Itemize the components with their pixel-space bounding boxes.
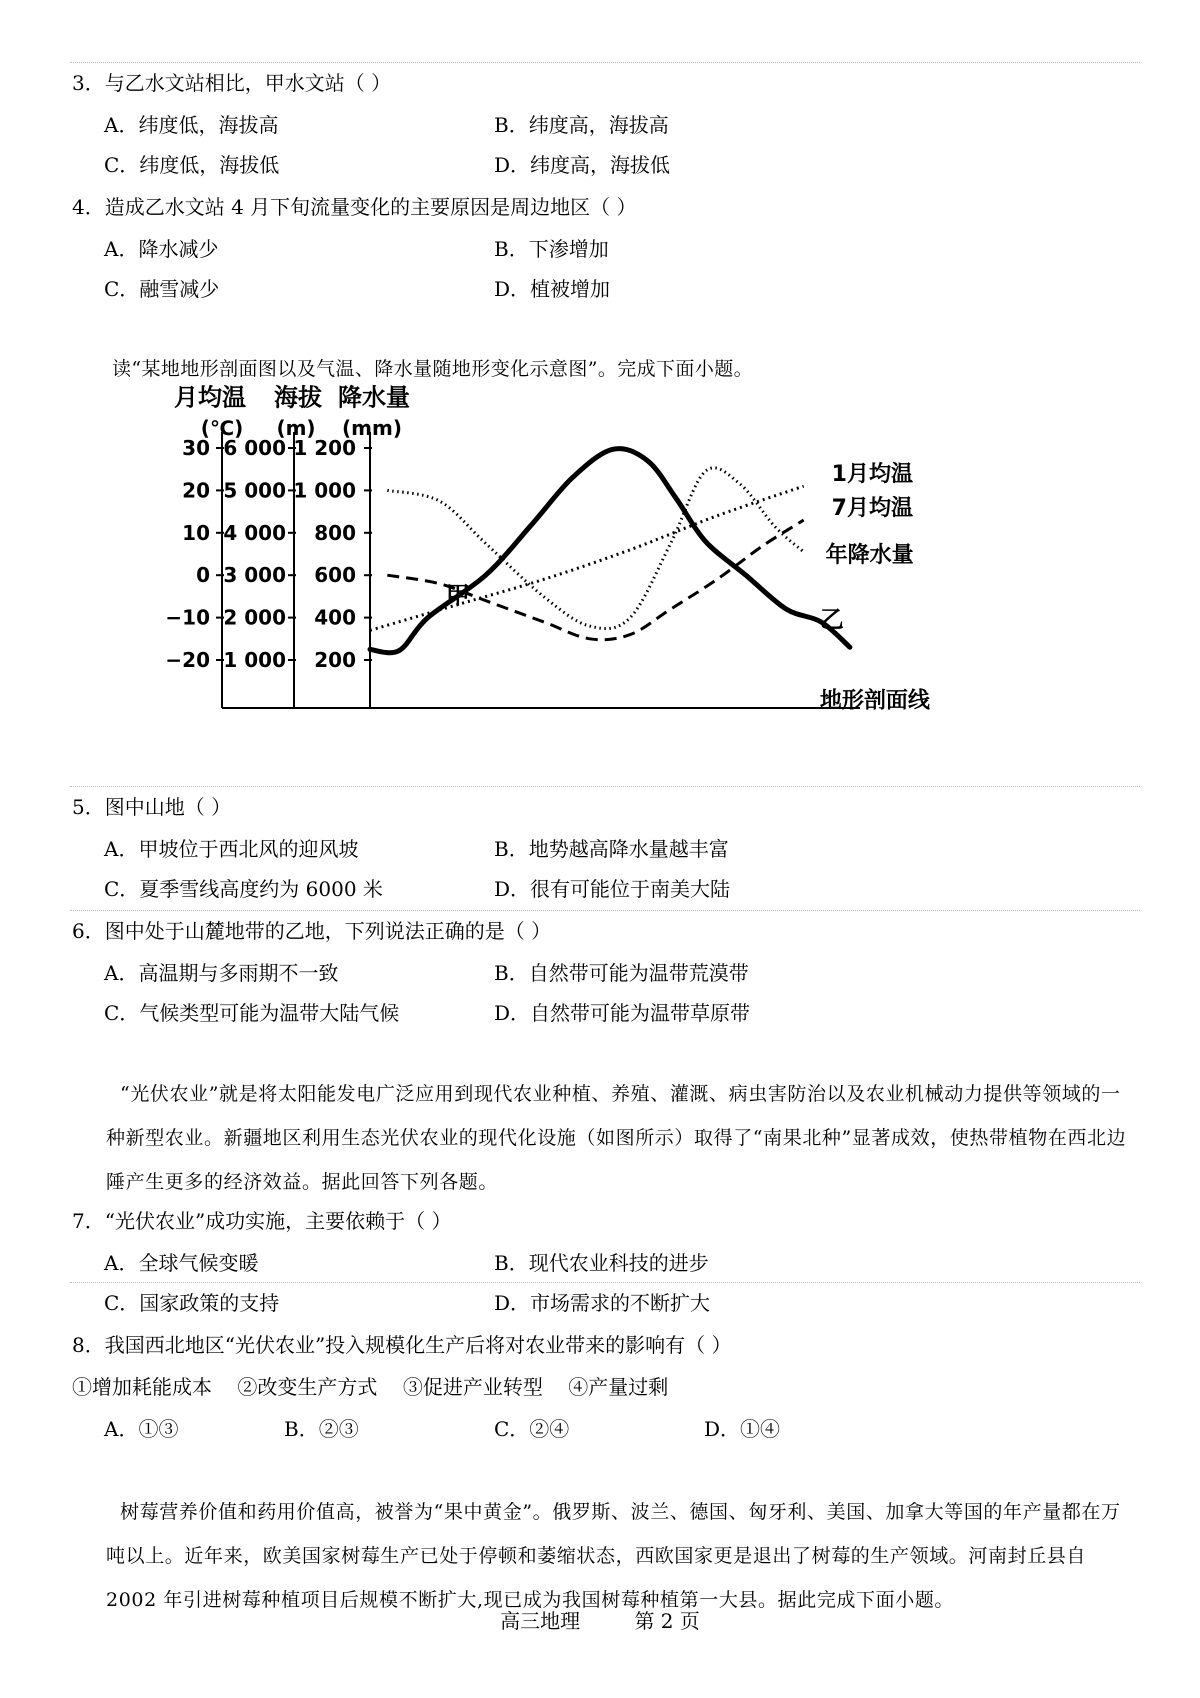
question-3-option-d[interactable]: D．纬度高，海拔低 [494,153,671,177]
footer-page-number: 第 2 页 [634,1609,700,1633]
tick-label: 3 000 [223,563,286,588]
series-line-1 [370,449,850,653]
question-3-option-a[interactable]: A．纬度低，海拔高 [104,113,279,137]
axis-unit: (mm) [342,416,402,441]
question-8-option-d[interactable]: D．①④ [704,1417,781,1441]
page-footer [0,1605,1200,1634]
series-label: 1月均温 [831,462,913,488]
series-line-3 [387,520,803,640]
tick-label: 1 000 [293,478,356,503]
tick-label: 1 000 [223,648,286,672]
series-label: 地形剖面线 [819,688,930,714]
passage-photovoltaic-agriculture [106,1072,1140,1204]
axis-title: 月均温 [174,383,246,412]
question-7-option-c[interactable]: C．国家政策的支持 [104,1291,280,1315]
footer-subject: 高三地理 [500,1609,581,1633]
question-5-option-c[interactable]: C．夏季雪线高度约为 6000 米 [104,877,383,901]
question-3-stem: 3．与乙水文站相比，甲水文站（ ） [72,71,392,95]
tick-label: 6 000 [223,436,286,460]
question-6-stem: 6．图中处于山麓地带的乙地，下列说法正确的是（ ） [72,919,552,943]
question-5-option-d[interactable]: D．很有可能位于南美大陆 [494,877,731,901]
question-7-option-b[interactable]: B．现代农业科技的进步 [494,1251,709,1275]
question-5-option-b[interactable]: B．地势越高降水量越丰富 [494,837,729,861]
terrain-climate-chart [165,383,960,778]
tick-label: 5 000 [223,478,286,503]
question-3-option-c[interactable]: C．纬度低，海拔低 [104,153,280,177]
question-5-option-a[interactable]: A．甲坡位于西北风的迎风坡 [104,837,359,861]
separator [70,1282,1140,1283]
question-6-option-a[interactable]: A．高温期与多雨期不一致 [104,961,339,985]
tick-label: 4 000 [223,520,286,545]
question-8-option-b[interactable]: B．②③ [284,1417,359,1441]
question-7-option-d[interactable]: D．市场需求的不断扩大 [494,1291,711,1315]
series-label: 7月均温 [831,496,913,522]
separator [70,786,1140,787]
tick-label: 400 [314,605,356,630]
passage-text: “光伏农业”就是将太阳能发电广泛应用到现代农业种植、养殖、灌溉、病虫害防治以及农业机械动力提供等领域的一种新型农业。新疆地区利用生态光伏农业的现代化设施（如图所示）取得了“南果北种”显著成效，使热带植物在西北边陲产生更多的经济效益。据此回答下列各题。 [106,1083,1127,1193]
tick-label: −20 [165,648,210,672]
question-4-option-a[interactable]: A．降水减少 [104,237,219,261]
series-line-2 [370,486,804,630]
passage-raspberry [106,1490,1140,1622]
question-6-option-d[interactable]: D．自然带可能为温带草原带 [494,1001,751,1025]
question-8-option-a[interactable]: A．①③ [104,1417,179,1441]
question-8-stem: 8．我国西北地区“光伏农业”投入规模化生产后将对农业带来的影响有（ ） [72,1333,732,1357]
axis-title: 降水量 [338,383,410,412]
question-7-stem: 7．“光伏农业”成功实施，主要依赖于（ ） [72,1209,452,1233]
axis-title: 海拔 [274,383,322,412]
question-8-items: ①增加耗能成本 ②改变生产方式 ③促进产业转型 ④产量过剩 [72,1375,669,1399]
tick-label: 2 000 [223,605,286,630]
passage-text: 树莓营养价值和药用价值高，被誉为“果中黄金”。俄罗斯、波兰、德国、匈牙利、美国、加拿大等国的年产量都在万吨以上。近年来，欧美国家树莓生产已处于停顿和萎缩状态，西欧国家更是退出了树莓的生产领域。河南封丘县自 2002 年引进树莓种植项目后规模不断扩大,现已成为我国树莓种植第一大县。据此完成下面小题。 [106,1501,1121,1611]
axis-unit: (℃) [200,416,244,441]
point-label: 甲 [445,581,470,610]
question-6-option-c[interactable]: C．气候类型可能为温带大陆气候 [104,1001,400,1025]
tick-label: 10 [182,520,210,545]
series-label: 年降水量 [825,542,914,568]
tick-label: 200 [314,648,356,672]
question-4-stem: 4．造成乙水文站 4 月下旬流量变化的主要原因是周边地区（ ） [72,195,637,219]
question-8-option-c[interactable]: C．②④ [494,1417,570,1441]
tick-label: 800 [314,520,356,545]
tick-label: 20 [182,478,210,503]
question-3-option-b[interactable]: B．纬度高，海拔高 [494,113,669,137]
separator [70,62,1140,63]
question-7-option-a[interactable]: A．全球气候变暖 [104,1251,259,1275]
tick-label: 30 [182,436,210,460]
question-4-option-d[interactable]: D．植被增加 [494,277,611,301]
tick-label: 0 [196,563,210,588]
tick-label: 1 200 [293,436,356,460]
question-4-option-b[interactable]: B．下渗增加 [494,237,609,261]
question-5-stem: 5．图中山地（ ） [72,795,232,819]
chart-intro: 读“某地地形剖面图以及气温、降水量随地形变化示意图”。完成下面小题。 [112,358,754,380]
point-label: 乙 [819,605,844,634]
separator [70,910,1140,911]
tick-label: 600 [314,563,356,588]
axis-unit: (m) [276,416,316,441]
tick-label: −10 [165,605,210,630]
question-6-option-b[interactable]: B．自然带可能为温带荒漠带 [494,961,749,985]
question-4-option-c[interactable]: C．融雪减少 [104,277,220,301]
